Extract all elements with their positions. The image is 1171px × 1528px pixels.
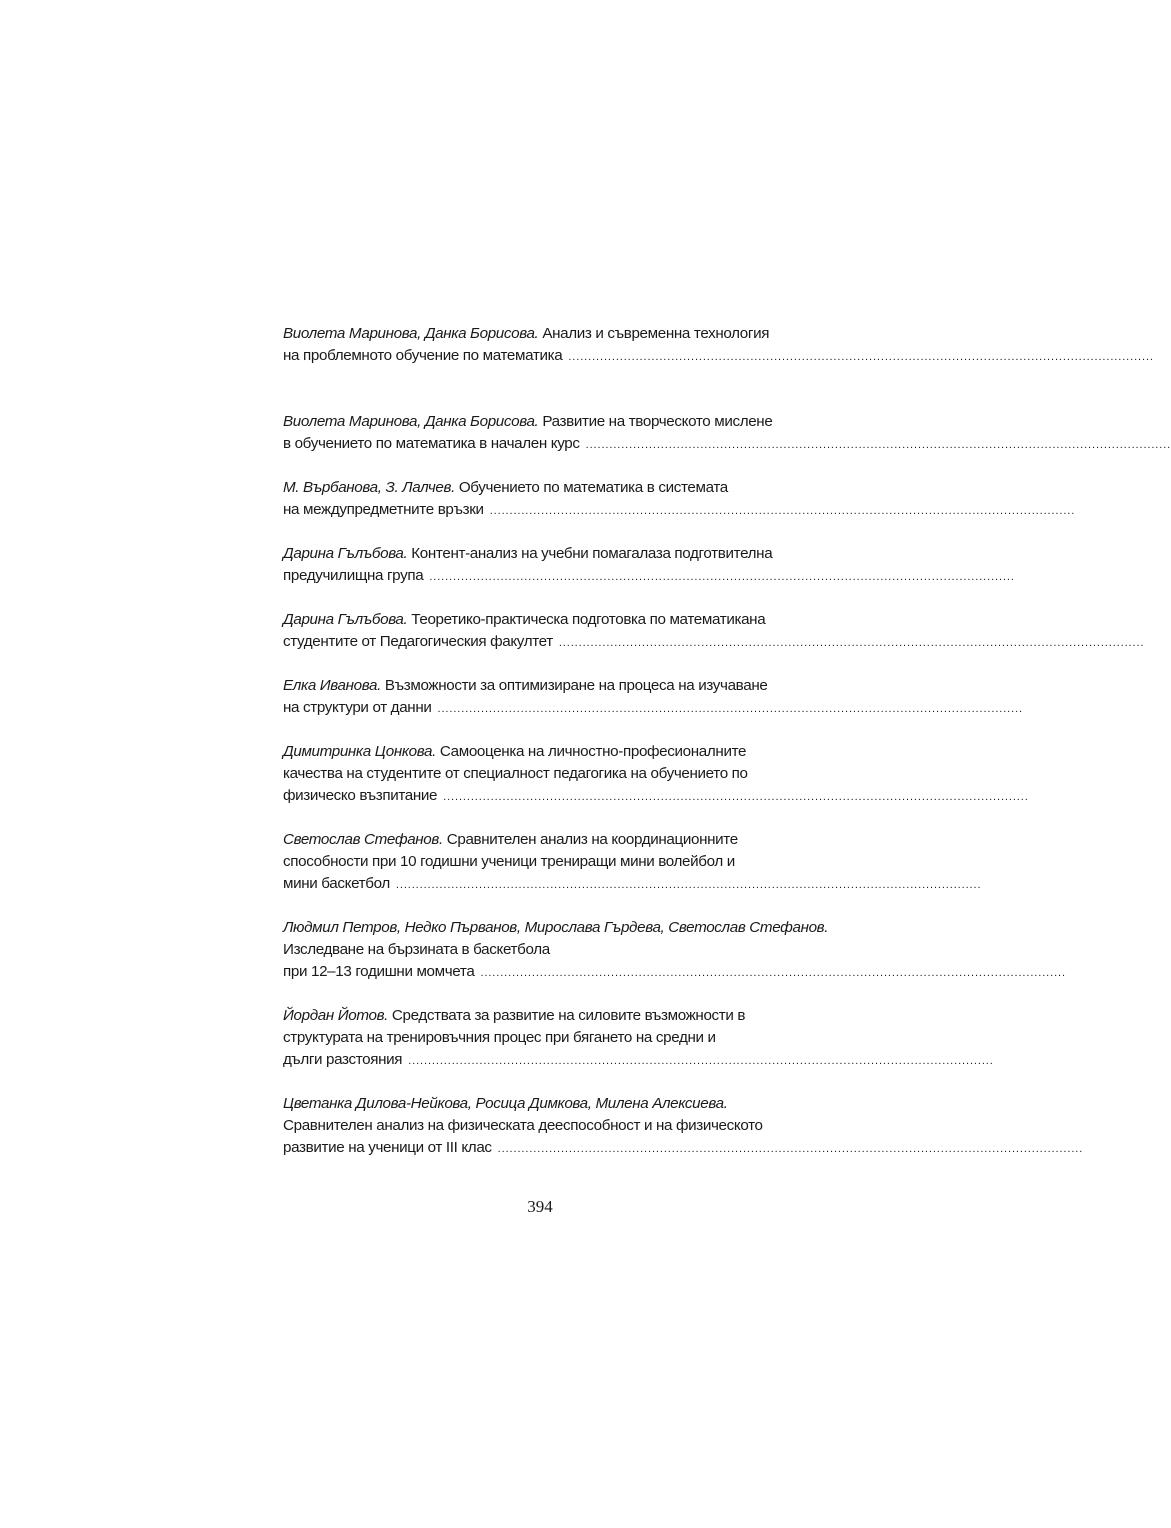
toc-entry-title: Сравнителен анализ на координационните: [446, 831, 738, 848]
dot-leader: ....................................................................................................................................................: [437, 703, 1024, 715]
toc-entry-first-line: [283, 741, 818, 763]
dot-leader: ....................................................................................................................................................: [429, 571, 1015, 583]
dot-leader: ....................................................................................................................................................: [585, 439, 1171, 451]
toc-entry-title: на междупредметните връзки: [283, 501, 484, 518]
toc-entry-title: физическо възпитание: [283, 787, 438, 804]
toc-entry-first-line: [283, 477, 818, 499]
toc-entry: [283, 323, 1154, 368]
toc-entry-title: на структури от данни: [283, 699, 432, 716]
toc-entry-last-line: [283, 697, 1024, 720]
dot-leader: ....................................................................................................................................................: [568, 351, 1154, 363]
dot-leader: ....................................................................................................................................................: [489, 505, 1076, 517]
toc-entry-title: в обучението по математика в начален курс: [283, 435, 580, 452]
toc-entry: [283, 477, 1076, 522]
toc-entry-last-line: [283, 1049, 994, 1072]
toc-entry-first-line: [283, 1093, 818, 1115]
toc-entry-authors: Дарина Гълъбова.: [283, 545, 408, 562]
toc-entry-title: предучилищна група: [283, 567, 424, 584]
toc-entry: [283, 741, 1029, 808]
toc-entry-first-line: [283, 675, 818, 697]
toc-entry-last-line: [283, 433, 1171, 456]
toc-entry-title: Теоретико-практическа подготовка по математикана: [411, 611, 766, 628]
toc-entry-title: Самооценка на личностно-професионалните: [439, 743, 747, 760]
toc-entry: [283, 1093, 1084, 1160]
toc-entry-title: Анализ и съвременна технология: [542, 325, 770, 342]
toc-entry: [283, 917, 1066, 984]
dot-leader: ....................................................................................................................................................: [395, 879, 982, 891]
toc-entry-first-line: [283, 323, 818, 345]
toc-entry-last-line: [283, 345, 1154, 368]
toc-entry-first-line: [283, 917, 829, 939]
toc-entry-last-line: [283, 785, 1029, 808]
toc-entry: [283, 1005, 994, 1072]
toc-entry-last-line: [283, 565, 1015, 588]
toc-entry-title: качества на студентите от специалност педагогика на обучението по: [283, 765, 748, 782]
toc-entry-last-line: [283, 499, 1076, 522]
toc-entry-last-line: [283, 631, 1145, 654]
toc-entry-authors: Светослав Стефанов.: [283, 831, 443, 848]
toc-entry-title: мини баскетбол: [283, 875, 390, 892]
toc-entry: [283, 829, 982, 896]
toc-entry-authors: Дарина Гълъбова.: [283, 611, 408, 628]
toc-entry-authors: Виолета Маринова, Данка Борисова.: [283, 325, 539, 342]
toc-entry: [283, 675, 1024, 720]
toc-entry-authors: Людмил Петров, Недко Първанов, Мирослава Гърдева, Светослав Стефанов.: [283, 919, 829, 936]
toc-entry-title: студентите от Педагогическия факултет: [283, 633, 553, 650]
toc-entry-title: Развитие на творческото мислене: [542, 413, 773, 430]
toc-entry: [283, 411, 1171, 456]
page-number: 394: [527, 1197, 553, 1216]
toc-entry-title: дълги разстояния: [283, 1051, 403, 1068]
toc-entry: [283, 609, 1145, 654]
toc-entry: [283, 543, 1015, 588]
toc-entry-first-line: [283, 609, 818, 631]
toc-entry-title: Обучението по математика в системата: [458, 479, 728, 496]
toc-entry-authors: Цветанка Дилова-Нейкова, Росица Димкова, Милена Алексиева.: [283, 1095, 728, 1112]
table-of-contents: [283, 323, 1171, 1181]
toc-entry-title: Изследване на бързината в баскетбола: [283, 941, 550, 958]
toc-entry-first-line: [283, 829, 818, 851]
toc-entry-title: структурата на тренировъчния процес при бягането на средни и: [283, 1029, 716, 1046]
toc-entry-title: Сравнителен анализ на физическата дееспособност и на физическото: [283, 1117, 763, 1134]
dot-leader: ....................................................................................................................................................: [497, 1143, 1084, 1155]
toc-entry-first-line: [283, 543, 818, 565]
toc-entry-authors: Виолета Маринова, Данка Борисова.: [283, 413, 539, 430]
toc-entry-authors: М. Върбанова, З. Лалчев.: [283, 479, 455, 496]
toc-entry-authors: Димитринка Цонкова.: [283, 743, 436, 760]
toc-entry-title: развитие на ученици от III клас: [283, 1139, 492, 1156]
toc-entry-authors: Йордан Йотов.: [283, 1007, 389, 1024]
toc-entry-first-line: [283, 411, 818, 433]
toc-entry-title: Средствата за развитие на силовите възможности в: [391, 1007, 746, 1024]
toc-entry-title: при 12–13 годишни момчета: [283, 963, 475, 980]
dot-leader: ....................................................................................................................................................: [480, 967, 1066, 979]
toc-entry-first-line: [283, 1005, 818, 1027]
toc-entry-title: Възможности за оптимизиране на процеса на изучаване: [384, 677, 768, 694]
toc-entry-last-line: [283, 961, 1066, 984]
dot-leader: ....................................................................................................................................................: [443, 791, 1029, 803]
toc-entry-title: Контент-анализ на учебни помагалаза подготвителна: [411, 545, 773, 562]
toc-entry-title: на проблемното обучение по математика: [283, 347, 563, 364]
dot-leader: ....................................................................................................................................................: [408, 1055, 994, 1067]
toc-entry-authors: Елка Иванова.: [283, 677, 381, 694]
dot-leader: ....................................................................................................................................................: [558, 637, 1145, 649]
toc-entry-title: способности при 10 годишни ученици трениращи мини волейбол и: [283, 853, 735, 870]
toc-entry-last-line: [283, 1137, 1084, 1160]
toc-entry-last-line: [283, 873, 982, 896]
